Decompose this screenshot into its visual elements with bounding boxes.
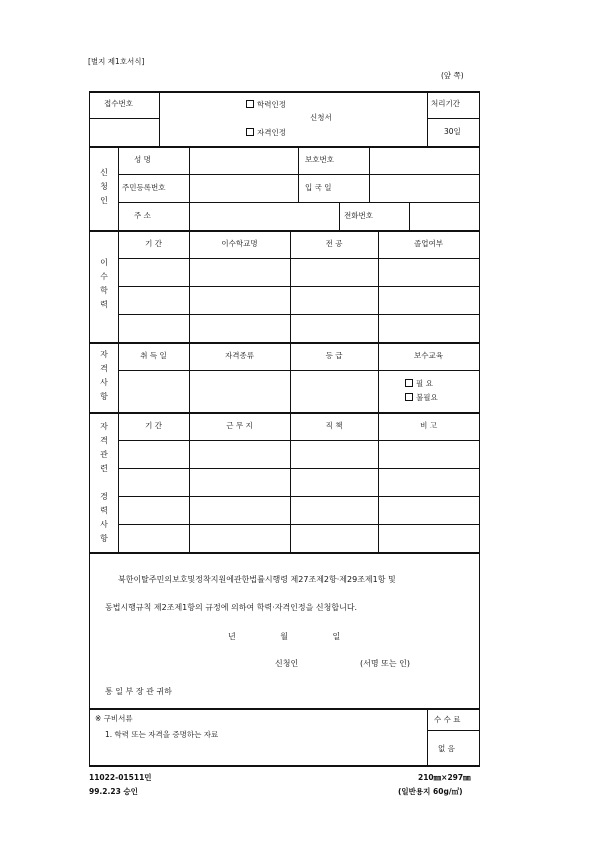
resident-no-label: 주민등록번호 (122, 183, 166, 192)
statement-line1: 북한이탈주민의보호및정착지원에관한법률시행령 제27조제2항·제29조제1항 및 (118, 575, 396, 584)
form-label: [별지 제1호서식] (88, 57, 145, 66)
fee-label: 수 수 료 (434, 715, 461, 724)
name-field[interactable] (190, 147, 297, 173)
receipt-no-label: 접수번호 (104, 99, 133, 108)
statement-date: 년 월 일 (228, 632, 341, 641)
address-label: 주 소 (134, 211, 151, 220)
processing-period-value: 30일 (444, 127, 461, 136)
fee-value: 없 음 (438, 744, 455, 753)
qual-col-training: 보수교육 (414, 351, 443, 360)
resident-no-field[interactable] (190, 175, 297, 201)
processing-period-label: 처리기간 (431, 99, 460, 108)
option-education[interactable] (246, 100, 286, 109)
career-col-workplace: 근 무 지 (226, 421, 253, 430)
career-section-label-a: 자 격 관 련 (100, 422, 108, 473)
training-not-required[interactable] (405, 393, 438, 402)
statement-line2: 동법시행규칙 제2조제1항의 규정에 의하여 학력·자격인정을 신청합니다. (105, 603, 358, 612)
paper-size: 210㎜×297㎜ (418, 773, 471, 782)
frame-top (89, 91, 480, 93)
edu-col-school: 이수학교명 (221, 239, 258, 248)
edu-col-major: 전 공 (325, 239, 343, 248)
training-required-checkbox[interactable] (405, 379, 413, 387)
education-checkbox[interactable] (246, 100, 254, 108)
docs-item1: 1. 학력 또는 자격을 증명하는 자료 (105, 730, 219, 739)
career-col-remarks: 비 고 (420, 421, 437, 430)
qualification-option-label: 자격인정 (257, 128, 286, 137)
docs-title: ※ 구비서류 (95, 714, 133, 723)
frame-right (479, 91, 480, 765)
form-code: 11022-01511민 (89, 773, 152, 782)
edu-col-period: 기 간 (145, 239, 162, 248)
qual-col-date: 취 득 일 (140, 351, 167, 360)
qual-col-grade: 등 급 (325, 351, 343, 360)
protect-no-label: 보호번호 (305, 155, 334, 164)
career-col-period: 기 간 (145, 421, 162, 430)
name-label: 성 명 (134, 155, 151, 164)
applicant-section-label: 신 청 인 (100, 168, 108, 205)
career-col-position: 직 책 (325, 421, 343, 430)
paper-type: (일반용지 60g/㎡) (398, 787, 463, 796)
sign-note: (서명 또는 인) (360, 659, 410, 668)
training-required-label: 필 요 (416, 379, 433, 388)
page-side: (앞 쪽) (441, 71, 464, 80)
edu-col-graduated: 졸업여부 (414, 239, 443, 248)
signer-label: 신청인 (275, 659, 299, 668)
qualification-section-label: 자 격 사 항 (100, 350, 108, 401)
frame-left (89, 91, 90, 765)
entry-date-field[interactable] (370, 175, 478, 201)
education-section-label: 이 수 학 력 (100, 258, 108, 309)
option-qualification[interactable] (246, 128, 286, 137)
approval-date: 99.2.23 승인 (89, 787, 138, 796)
training-not-required-checkbox[interactable] (405, 393, 413, 401)
phone-label: 전화번호 (344, 211, 373, 220)
education-option-label: 학력인정 (257, 100, 286, 109)
qual-col-type: 자격종류 (225, 351, 254, 360)
addressee: 통 일 부 장 관 귀하 (105, 687, 172, 696)
phone-field[interactable] (410, 203, 478, 229)
frame-bottom (89, 765, 480, 767)
protect-no-field[interactable] (370, 147, 478, 173)
entry-date-label: 입 국 일 (305, 183, 332, 192)
training-not-required-label: 불필요 (416, 393, 438, 402)
application-title: 신청서 (310, 113, 332, 122)
career-section-label-b: 경 력 사 항 (100, 492, 108, 543)
address-field[interactable] (190, 203, 338, 229)
training-required[interactable] (405, 379, 433, 388)
qualification-checkbox[interactable] (246, 128, 254, 136)
